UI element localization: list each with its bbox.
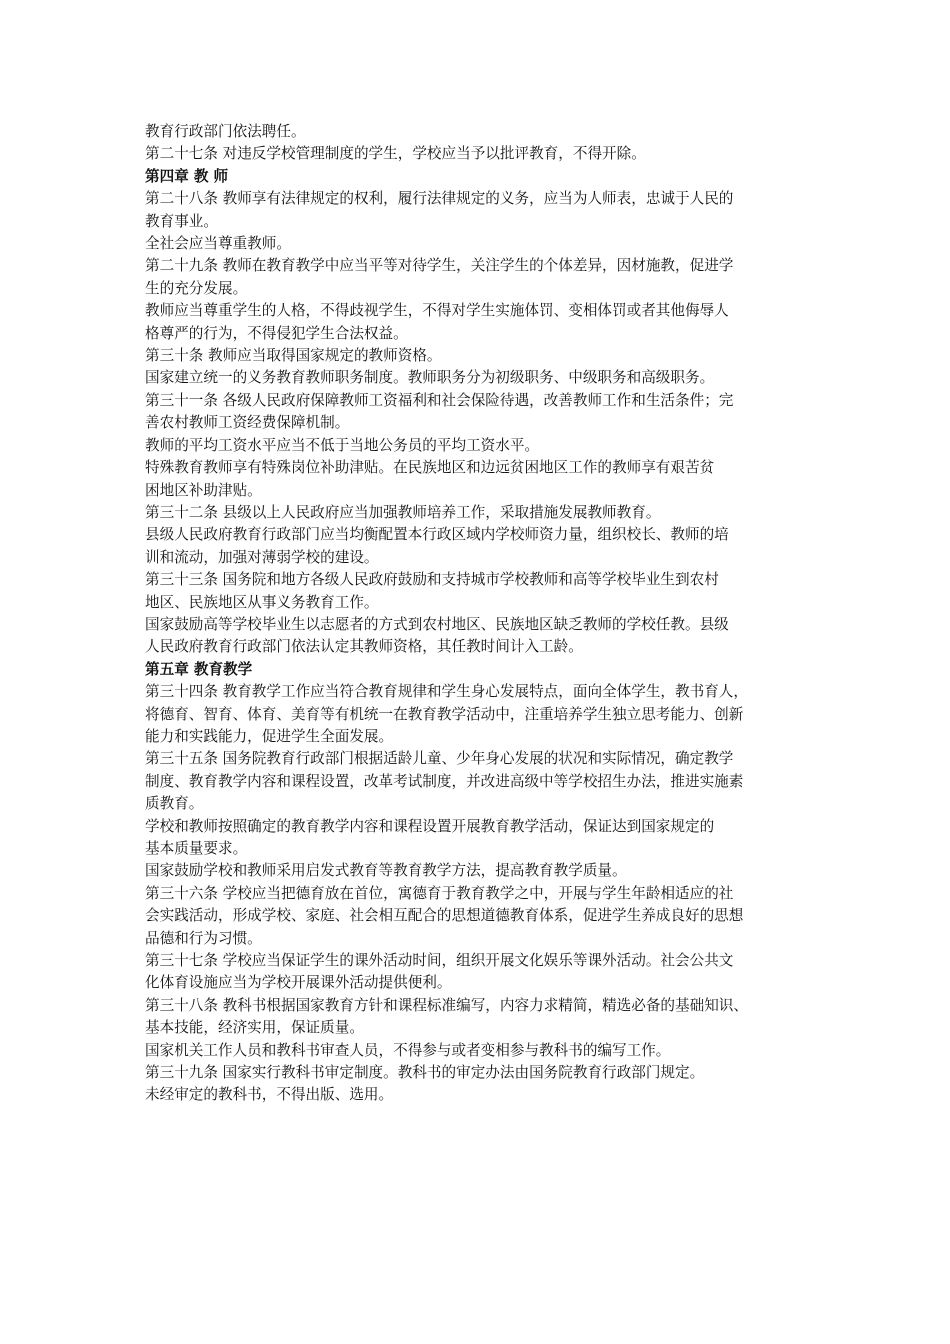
text-line: 将德育、智育、体育、美育等有机统一在教育教学活动中，注重培养学生独立思考能力、创新 (145, 705, 744, 723)
text-line: 第二十七条 对违反学校管理制度的学生，学校应当予以批评教育，不得开除。 (145, 145, 646, 163)
text-line: 第三十二条 县级以上人民政府应当加强教师培养工作，采取措施发展教师教育。 (145, 503, 661, 521)
text-line: 第三十五条 国务院教育行政部门根据适龄儿童、少年身心发展的状况和实际情况，确定教学 (145, 750, 734, 768)
text-line: 生的充分发展。 (145, 279, 248, 297)
text-line: 未经审定的教科书，不得出版、选用。 (145, 1086, 394, 1104)
text-line: 第三十条 教师应当取得国家规定的教师资格。 (145, 347, 442, 365)
text-line: 第三十三条 国务院和地方各级人民政府鼓励和支持城市学校教师和高等学校毕业生到农村 (145, 571, 719, 589)
text-line: 第三十一条 各级人民政府保障教师工资福利和社会保险待遇，改善教师工作和生活条件；完 (145, 391, 734, 409)
text-line: 县级人民政府教育行政部门应当均衡配置本行政区域内学校师资力量，组织校长、教师的培 (145, 526, 729, 544)
text-line: 教育行政部门依法聘任。 (145, 123, 306, 140)
text-line: 第三十六条 学校应当把德育放在首位，寓德育于教育教学之中，开展与学生年龄相适应的社 (145, 884, 734, 902)
text-line: 第三十七条 学校应当保证学生的课外活动时间，组织开展文化娱乐等课外活动。社会公共文 (145, 952, 734, 970)
text-line: 化体育设施应当为学校开展课外活动提供便利。 (145, 974, 452, 992)
text-line: 训和流动，加强对薄弱学校的建设。 (145, 548, 379, 566)
text-line: 地区、民族地区从事义务教育工作。 (145, 593, 379, 611)
text-line: 能力和实践能力，促进学生全面发展。 (145, 727, 394, 745)
text-line: 格尊严的行为，不得侵犯学生合法权益。 (145, 324, 408, 342)
text-line: 人民政府教育行政部门依法认定其教师资格，其任教时间计入工龄。 (145, 638, 583, 656)
text-line: 教育事业。 (145, 212, 218, 230)
text-line: 会实践活动，形成学校、家庭、社会相互配合的思想道德教育体系，促进学生养成良好的思想 (145, 907, 744, 925)
text-line: 善农村教师工资经费保障机制。 (145, 414, 350, 432)
chapter-heading: 第四章 教 师 (145, 167, 229, 185)
text-line: 教师应当尊重学生的人格，不得歧视学生，不得对学生实施体罚、变相体罚或者其他侮辱人 (145, 302, 729, 320)
text-line: 国家鼓励高等学校毕业生以志愿者的方式到农村地区、民族地区缺乏教师的学校任教。县级 (145, 615, 729, 633)
text-line: 教师的平均工资水平应当不低于当地公务员的平均工资水平。 (145, 436, 540, 454)
text-line: 第三十四条 教育教学工作应当符合教育规律和学生身心发展特点，面向全体学生，教书育人， (145, 683, 748, 701)
text-line: 质教育。 (145, 795, 204, 813)
text-line: 国家鼓励学校和教师采用启发式教育等教育教学方法，提高教育教学质量。 (145, 862, 627, 880)
text-line: 第三十八条 教科书根据国家教育方针和课程标准编写，内容力求精简，精选必备的基础知识、 (145, 996, 748, 1014)
text-line: 国家机关工作人员和教科书审查人员，不得参与或者变相参与教科书的编写工作。 (145, 1041, 671, 1059)
text-line: 第二十八条 教师享有法律规定的权利，履行法律规定的义务，应当为人师表，忠诚于人民的 (145, 190, 734, 208)
text-line: 特殊教育教师享有特殊岗位补助津贴。在民族地区和边远贫困地区工作的教师享有艰苦贫 (145, 459, 715, 477)
text-line: 第三十九条 国家实行教科书审定制度。教科书的审定办法由国务院教育行政部门规定。 (145, 1064, 705, 1082)
text-line: 全社会应当尊重教师。 (145, 235, 291, 253)
document-body (145, 121, 835, 1107)
text-line: 第二十九条 教师在教育教学中应当平等对待学生，关注学生的个体差异，因材施教，促进学 (145, 257, 734, 275)
text-line: 基本技能，经济实用，保证质量。 (145, 1019, 364, 1037)
text-line: 学校和教师按照确定的教育教学内容和课程设置开展教育教学活动，保证达到国家规定的 (145, 817, 715, 835)
chapter-heading: 第五章 教育教学 (145, 660, 253, 678)
text-line: 国家建立统一的义务教育教师职务制度。教师职务分为初级职务、中级职务和高级职务。 (145, 369, 715, 387)
text-line: 制度、教育教学内容和课程设置，改革考试制度，并改进高级中等学校招生办法，推进实施素 (145, 772, 744, 790)
text-line: 困地区补助津贴。 (145, 481, 262, 499)
text-line: 品德和行为习惯。 (145, 929, 262, 947)
text-line: 基本质量要求。 (145, 840, 248, 857)
